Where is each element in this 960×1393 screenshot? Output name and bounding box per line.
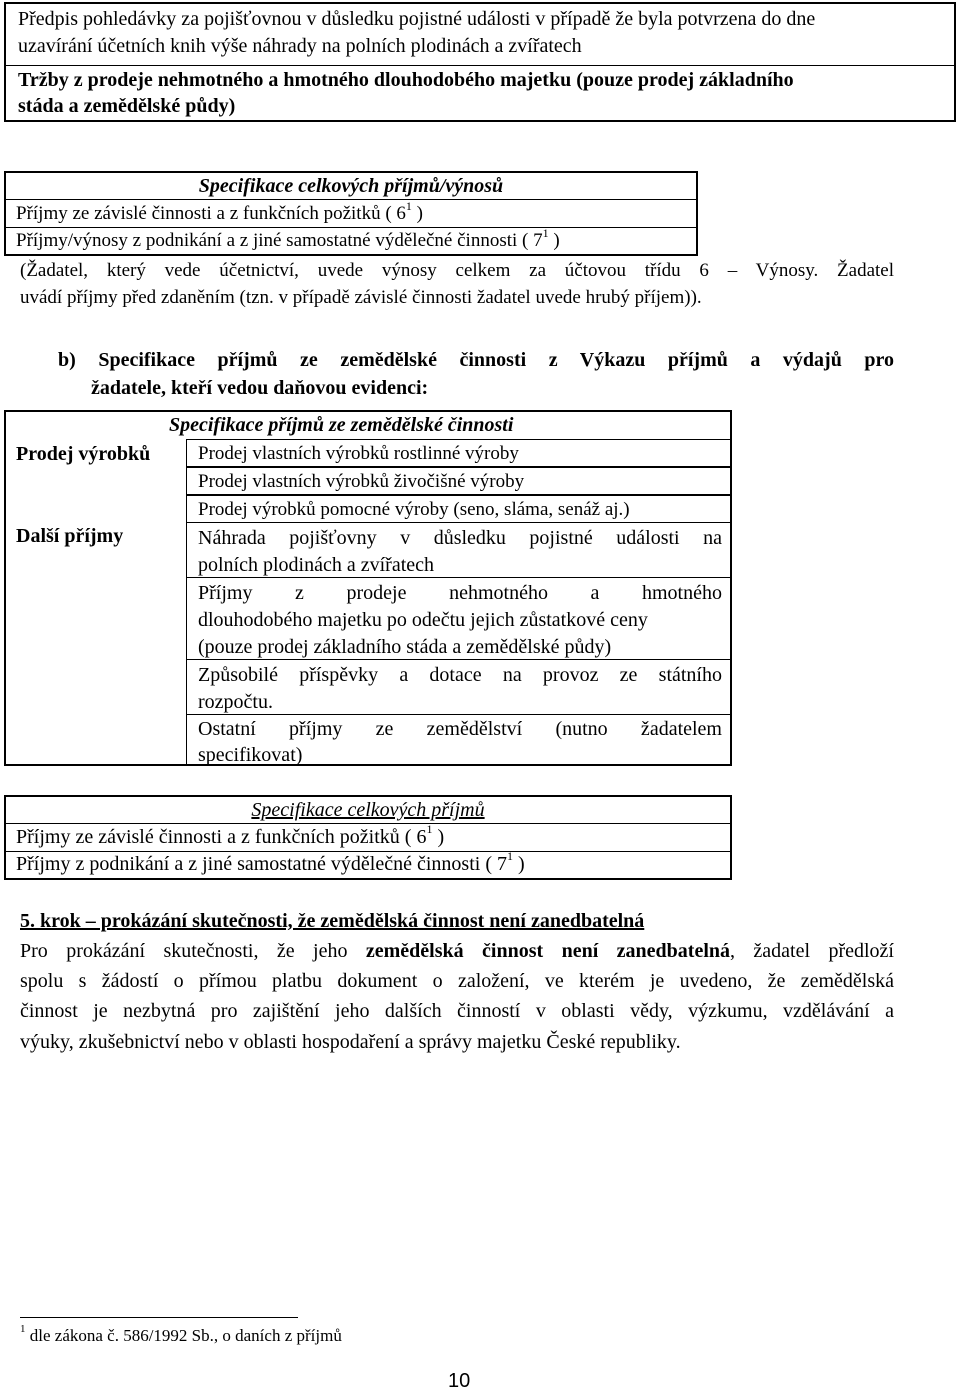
spec-prijmu-row-1 bbox=[6, 824, 730, 852]
spec-prijmu-title: Specifikace celkových příjmů bbox=[251, 799, 485, 821]
krok5-paragraph-line-4: výuky, zkušebnictví nebo v oblasti hospodaření a správy majetku České republiky. bbox=[20, 1031, 681, 1053]
zem-item-rostlinne bbox=[186, 439, 731, 467]
zem-item-prodej-line-3: (pouze prodej základního stáda a zemědělské půdy) bbox=[198, 636, 612, 658]
top-table-row-1-line-1: Předpis pohledávky za pojišťovnou v důsledku pojistné události v případě že byla potvrzena do dne bbox=[18, 8, 816, 30]
footnote: $^1$ dle zákona č. 586/1992 Sb., o daních z příjmů bbox=[20, 1323, 342, 1345]
zem-table bbox=[4, 410, 732, 766]
zem-item-prodej-majetku bbox=[186, 577, 731, 660]
zem-item-prispevky-line-2: rozpočtu. bbox=[198, 691, 273, 713]
zem-item-zivocisne bbox=[186, 467, 731, 495]
zem-group-1-label: Prodej výrobků bbox=[16, 443, 151, 465]
page-number: 10 bbox=[448, 1370, 471, 1392]
krok5-paragraph-line-3: činnost je nezbytná pro zajištění jeho dalších činností v oblasti vědy, výzkumu, vzdělávání a bbox=[20, 1000, 894, 1022]
section-b-heading-line-2: žadatele, kteří vedou daňovou evidenci: bbox=[91, 377, 429, 399]
zem-item-nahrada bbox=[186, 522, 731, 578]
zem-item-pomocne-text: Prodej výrobků pomocné výroby (seno, sláma, senáž aj.) bbox=[198, 499, 630, 520]
zem-item-prodej-line-2: dlouhodobého majetku po odečtu jejich zůstatkové ceny bbox=[198, 609, 648, 631]
zem-item-pomocne bbox=[186, 495, 731, 523]
footnote-separator bbox=[20, 1317, 298, 1318]
zem-item-ostatni-line-2: specifikovat) bbox=[198, 744, 303, 766]
spec-vynosu-title: Specifikace celkových příjmů/výnosů bbox=[198, 175, 504, 197]
note-line-1: (Žadatel, který vede účetnictví, uvede výnosy celkem za účtovou třídu 6 – Výnosy. Žadatel bbox=[20, 260, 894, 281]
spec-vynosu-row-1 bbox=[6, 200, 696, 228]
spec-vynosu-row-2 bbox=[6, 225, 696, 254]
zem-table-title: Specifikace příjmů ze zemědělské činnosti bbox=[169, 414, 514, 436]
spec-prijmu-title-row bbox=[6, 797, 730, 824]
spec-vynosu-title-row bbox=[6, 173, 696, 200]
zem-item-prispevky bbox=[186, 659, 731, 715]
note-line-2: uvádí příjmy před zdaněním (tzn. v případě závislé činnosti žadatel uvede hrubý příjem)). bbox=[20, 287, 702, 308]
top-table-row-2-line-2: stáda a zemědělské půdy) bbox=[18, 95, 236, 117]
spec-vynosu-row-1-text: Příjmy ze závislé činnosti a z funkčních požitků ( $6^1$ ) bbox=[16, 198, 423, 224]
krok5-paragraph-line-1: Pro prokázání skutečnosti, že jeho zemědělská činnost není zanedbatelná, žadatel předloží bbox=[20, 940, 894, 962]
top-table bbox=[4, 2, 956, 122]
spec-prijmu-table bbox=[4, 795, 732, 880]
zem-item-prodej-line-1: Příjmy z prodeje nehmotného a hmotného bbox=[198, 582, 722, 604]
zem-group-2-label: Další příjmy bbox=[16, 525, 124, 547]
spec-vynosu-table bbox=[4, 171, 698, 256]
spec-prijmu-row-2 bbox=[6, 849, 730, 878]
zem-item-rostlinne-text: Prodej vlastních výrobků rostlinné výroby bbox=[198, 443, 519, 464]
top-table-row-2 bbox=[6, 66, 954, 120]
zem-item-nahrada-line-2: polních plodinách a zvířatech bbox=[198, 554, 435, 576]
krok5-heading: 5. krok – prokázání skutečnosti, že zemědělská činnost není zanedbatelná bbox=[20, 910, 645, 932]
zem-item-prispevky-line-1: Způsobilé příspěvky a dotace na provoz ze státního bbox=[198, 664, 722, 686]
zem-items-column bbox=[186, 439, 731, 765]
krok5-paragraph-line-2: spolu s žádostí o přímou platbu dokument o založení, ve kterém je uvedeno, že zemědělská bbox=[20, 970, 894, 992]
top-table-row-1-line-2: uzavírání účetních knih výše náhrady na polních plodinách a zvířatech bbox=[18, 35, 582, 57]
spec-vynosu-row-2-text: Příjmy/výnosy z podnikání a z jiné samostatné výdělečné činnosti ( $7^1$ ) bbox=[16, 225, 560, 251]
zem-item-nahrada-line-1: Náhrada pojišťovny v důsledku pojistné události na bbox=[198, 527, 722, 549]
zem-item-zivocisne-text: Prodej vlastních výrobků živočišné výroby bbox=[198, 471, 525, 492]
top-table-row-2-line-1: Tržby z prodeje nehmotného a hmotného dlouhodobého majetku (pouze prodej základního bbox=[18, 69, 794, 91]
section-b-heading-line-1: b) Specifikace příjmů ze zemědělské činnosti z Výkazu příjmů a výdajů pro bbox=[58, 349, 894, 371]
zem-item-ostatni bbox=[186, 714, 731, 766]
spec-prijmu-row-1-text: Příjmy ze závislé činnosti a z funkčních požitků ( $6^1$ ) bbox=[16, 822, 445, 848]
top-table-row-1 bbox=[6, 4, 954, 66]
spec-prijmu-row-2-text: Příjmy z podnikání a z jiné samostatné výdělečné činnosti ( $7^1$ ) bbox=[16, 849, 525, 875]
zem-item-ostatni-line-1: Ostatní příjmy ze zemědělství (nutno žadatelem bbox=[198, 718, 722, 740]
